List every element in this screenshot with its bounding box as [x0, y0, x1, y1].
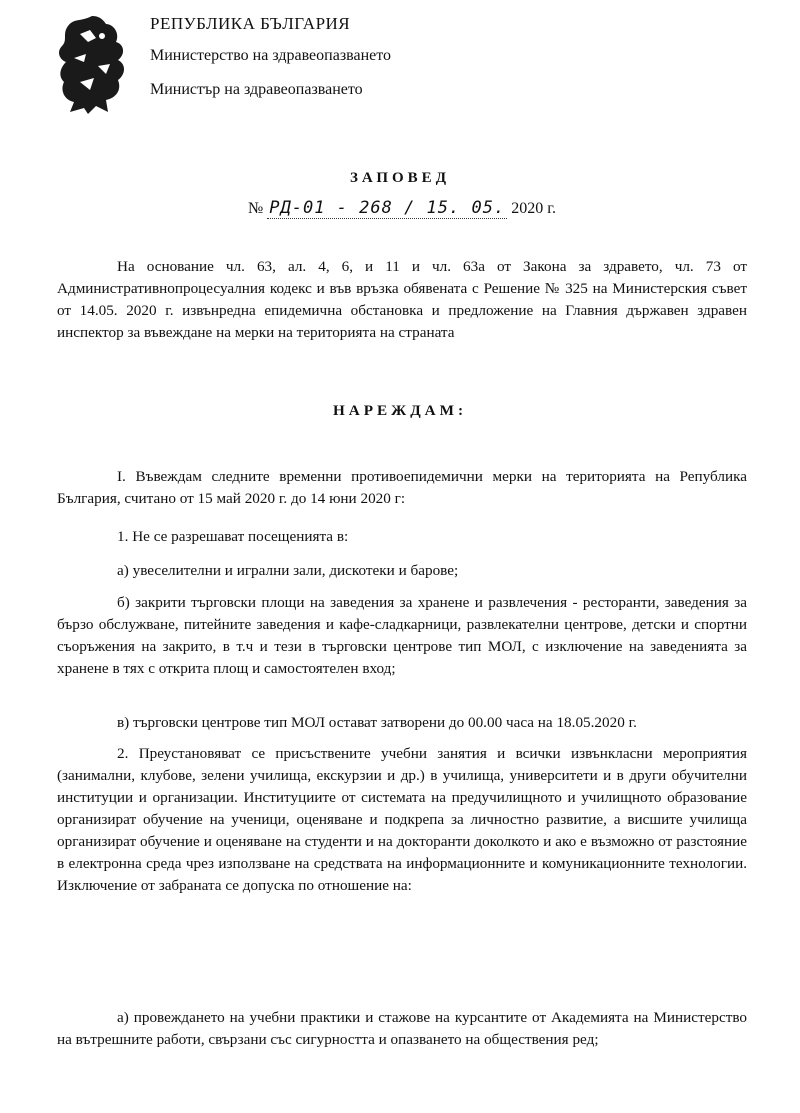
item-1-paragraph: 1. Не се разрешават посещенията в: [117, 528, 349, 545]
letterhead [150, 14, 391, 100]
item-2-block [57, 743, 747, 897]
item-2a-paragraph: а) провеждането на учебни практики и стажове на курсантите от Академията на Министерство на вътрешните работи, свързани със сигурността и опазването на обществения ред; [57, 1009, 747, 1048]
republic-title: РЕПУБЛИКА БЪЛГАРИЯ [150, 14, 351, 33]
preamble-block [57, 256, 747, 344]
item-1v-block [57, 712, 747, 734]
minister-name: Министър на здравеопазването [150, 81, 363, 98]
item-1b-paragraph: б) закрити търговски площи на заведения за хранене и развлечения - ресторанти, заведения за бързо обслужване, питейните заведения и кафе-сладкарници, развлекателни центрове, детски и спортни съоръжения на закрито, в т.ч и тези в търговски центрове тип МОЛ, с изключение на заведенията за хранене в тях с открита площ и самостоятелен вход; [57, 594, 747, 677]
item-1b-block [57, 592, 747, 680]
section-1-paragraph: I. Въвеждам следните временни противоепидемични мерки на територията на Република България, считано от 15 май 2020 г. до 14 юни 2020 г: [57, 468, 747, 507]
number-prefix: № [248, 200, 264, 217]
ordering-heading: НАРЕЖДАМ: [332, 402, 467, 419]
coat-of-arms-lion-icon [50, 12, 134, 116]
item-2a-block [57, 1007, 747, 1051]
item-1v-paragraph: в) търговски центрове тип МОЛ остават затворени до 00.00 часа на 18.05.2020 г. [117, 714, 637, 731]
item-1a-paragraph: а) увеселителни и игрални зали, дискотеки и барове; [117, 562, 459, 579]
order-title: ЗАПОВЕД [349, 170, 451, 186]
item-1a-block [57, 560, 747, 582]
section-1-block [57, 466, 747, 510]
handwritten-number: РД-01 - 268 / 15. 05. [269, 198, 506, 218]
item-2-paragraph: 2. Преустановяват се присъствените учебни занятия и всички извънкласни мероприятия (занимални, клубове, зелени училища, екскурзии и др.) в училища, университети и в други обучителни институции и организации. Институциите от системата на предучилищното и училищното образование организират обучение на ученици, оценяване и подкрепа за личностно развитие, а висшите училища организират обучение и оценяване на студенти и на докторанти доколкото и ако е възможно от разстояние в електронна среда чрез използване на средствата на информационните и комуникационните технологии. Изключение от забраната се допуска по отношение на: [57, 745, 747, 894]
order-year: 2020 г. [511, 200, 556, 217]
order-number [248, 198, 556, 218]
preamble-paragraph: На основание чл. 63, ал. 4, 6, и 11 и чл. 63а от Закона за здравето, чл. 73 от Административнопроцесуалния кодекс и във връзка обявената с Решение № 325 на Министерския съвет от 14.05. 2020 г. извънредна епидемична обстановка и предложение на Главния държавен здравен инспектор за въвеждане на мерки на територията на страната [57, 258, 747, 341]
item-1-block [57, 526, 747, 548]
ministry-name: Министерство на здравеопазването [150, 47, 392, 64]
